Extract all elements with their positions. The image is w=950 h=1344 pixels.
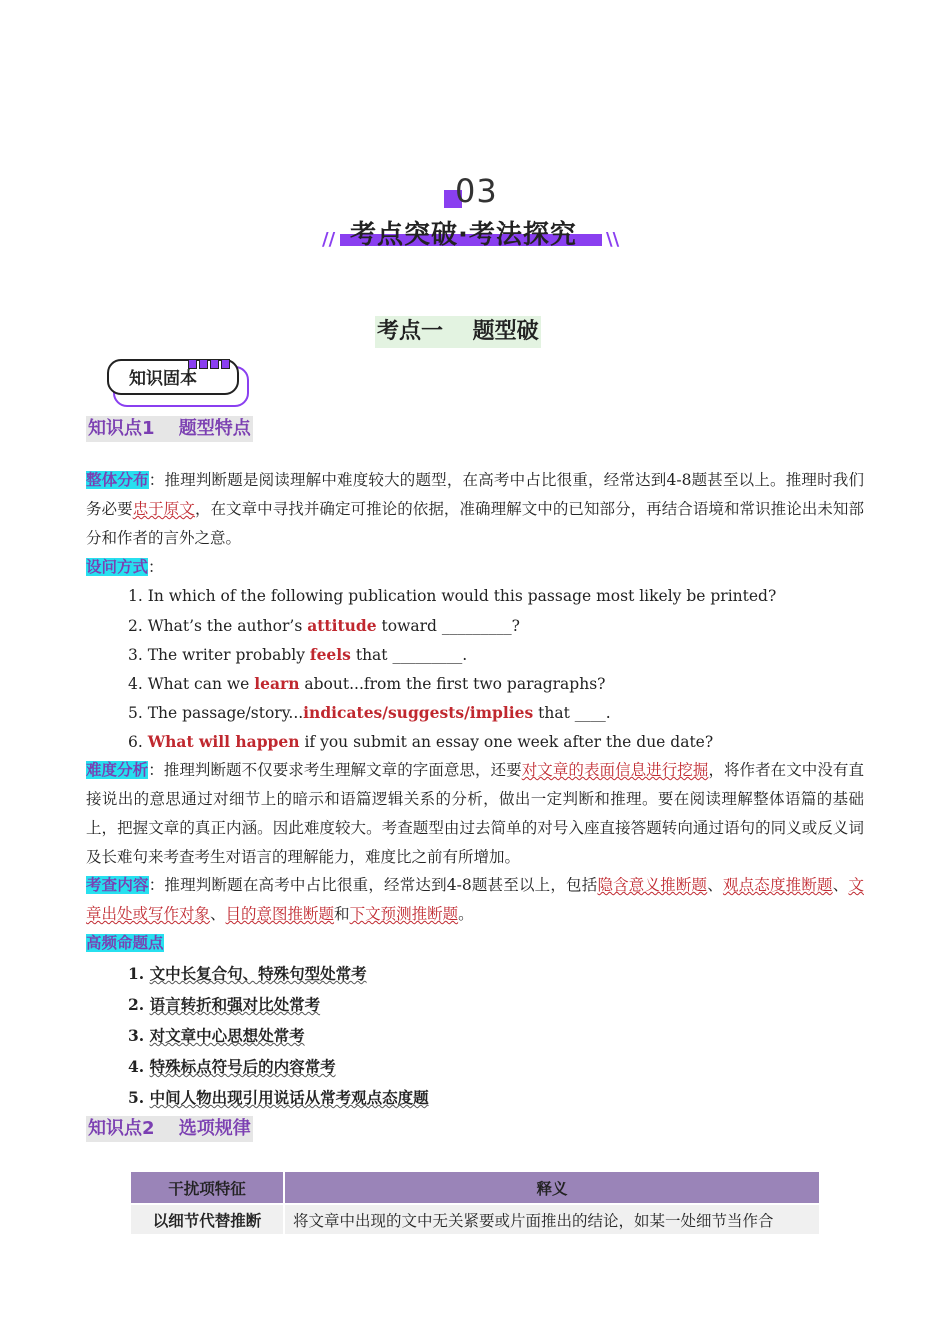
distractor-table	[129, 1170, 821, 1236]
frequent-item: 3. 对文章中心思想处常考	[128, 1026, 305, 1045]
table-header-row	[130, 1171, 820, 1204]
question-item: 3. The writer probably feels that _________.	[128, 645, 468, 664]
table-header-cell: 释义	[284, 1171, 820, 1204]
overall-label: 整体分布	[86, 471, 149, 489]
table-header-cell: 干扰项特征	[130, 1171, 284, 1204]
overall-highlight: 忠于原文	[132, 500, 195, 518]
banner-slash-left: //	[322, 229, 336, 250]
frequent-line	[86, 929, 864, 958]
frequent-item: 5. 中间人物出现引用说话从常考观点态度题	[128, 1088, 429, 1107]
overall-paragraph	[86, 466, 864, 553]
question-style-line	[86, 553, 864, 582]
banner-title: 考点突破·考法探究	[350, 220, 577, 250]
difficulty-paragraph: 难度分析：推理判断题不仅要求考生理解文章的字面意思，还要对文章的表面信息进行挖掘，将作者在文中没有直接说出的意思通过对细节上的暗示和语篇逻辑关系的分析，做出一定判断和推理。要在阅读理解整体语篇的基础上，把握文章的真正内涵。因此难度较大。考查题型由过去简单的对号入座直接答题转向通过语句的同义或反义词及长难句来考查考生对语言的理解能力，难度比之前有所增加。	[86, 761, 864, 866]
section-number: 03	[455, 172, 498, 210]
frequent-label: 高频命题点	[86, 934, 164, 952]
table-cell: 以细节代替推断	[130, 1204, 284, 1235]
question-item: 1. In which of the following publication would this passage most likely be printed?	[128, 587, 777, 605]
badge-binder-rings-icon	[188, 354, 236, 364]
difficulty-label: 难度分析	[86, 761, 149, 779]
question-item: 6. What will happen if you submit an essay one week after the due date?	[128, 732, 714, 751]
frequent-item: 2. 语言转折和强对比处常考	[128, 995, 321, 1014]
kp1-heading: 知识点1 题型特点	[86, 416, 253, 442]
overall-text-2: ，在文章中寻找并确定可推论的依据，准确理解文中的已知部分，再结合语境和常识推论出未知部分和作者的言外之意。	[86, 500, 864, 547]
frequent-item: 1. 文中长复合句、特殊句型处常考	[128, 964, 367, 983]
table-row	[130, 1204, 820, 1235]
question-item: 5. The passage/story...indicates/suggests/implies that ____.	[128, 703, 611, 722]
difficulty-highlight: 对文章的表面信息进行挖掘	[521, 761, 709, 779]
question-item: 4. What can we learn about...from the first two paragraphs?	[128, 674, 606, 693]
content-label: 考查内容	[86, 876, 149, 894]
question-item: 2. What’s the author’s attitude toward _________?	[128, 616, 520, 635]
kaodian-title: 考点一 题型破	[375, 316, 541, 348]
frequent-item: 4. 特殊标点符号后的内容常考	[128, 1057, 336, 1076]
knowledge-badge: 知识固本	[107, 359, 239, 395]
overall-text-1: ：推理判断题是阅读理解中难度较大的题型，在高考中占比很重，经常达到4-8题甚至以上。推理时我们务必要	[86, 471, 864, 518]
question-style-label: 设问方式	[86, 558, 149, 576]
kp2-heading: 知识点2 选项规律	[86, 1116, 253, 1142]
question-style-colon: ：	[148, 558, 164, 576]
banner-slash-right: \\	[606, 229, 620, 250]
content-paragraph: 考查内容：推理判断题在高考中占比很重，经常达到4-8题甚至以上，包括隐含意义推断题、观点态度推断题、文章出处或写作对象、目的意图推断题和下文预测推断题。	[86, 876, 864, 923]
table-cell: 将文章中出现的文中无关紧要或片面推出的结论，如某一处细节当作合	[284, 1204, 820, 1235]
